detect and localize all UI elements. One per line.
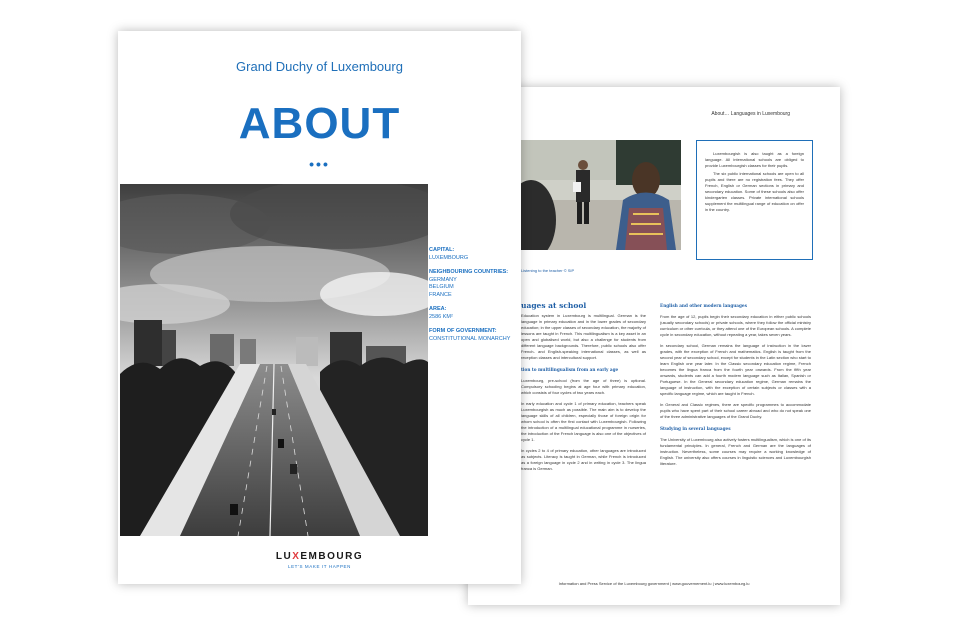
fact-value: LUXEMBOURG: [429, 254, 469, 261]
body-paragraph: In early education and cycle 1 of primary education, teachers speak Luxembourgish as much as possible. The main aim is to develop the language skills of all children, especially those of foreign origin for whom school is often the first contact with Luxembourgish. Following the introduction of a multilingual educational programme in nurseries, the introduction of the French language is also one of the objectives of cycle 1.: [521, 401, 646, 442]
fact-capital: [429, 247, 517, 262]
brand-wordmark: [118, 551, 521, 562]
fact-government: [429, 328, 517, 343]
right-column: [660, 297, 811, 472]
luxembourg-brand-logo: [118, 551, 521, 569]
fact-label: NEIGHBOURING COUNTRIES:: [429, 269, 509, 275]
classroom-photo: [521, 140, 681, 250]
highway-city-photo: [120, 184, 428, 536]
left-column: [521, 313, 646, 477]
brand-pre: LU: [275, 551, 293, 562]
body-paragraph: In General and Classic regimes, there are specific programmes to accommodate pupils who have spent part of their school career abroad and who do not speak one of the three administrative languages of the Grand Duchy.: [660, 402, 811, 419]
cover-subtitle: Grand Duchy of Luxembourg: [236, 59, 403, 74]
fact-area: [429, 306, 517, 321]
brand-tagline: LET'S MAKE IT HAPPEN: [287, 564, 352, 569]
fact-label: AREA:: [429, 306, 447, 312]
fact-value: CONSTITUTIONAL MONARCHY: [429, 335, 511, 342]
body-paragraph: From the age of 12, pupils begin their secondary education in either public schools (usually secondary schools) or private schools, where they follow the official ministry curriculum or other curricula, or they attend one of the European schools. A complete cycle in secondary education, without repeating a year, takes seven years.: [660, 314, 811, 337]
inner-page: [468, 87, 840, 605]
cover-title: ABOUT: [238, 99, 401, 148]
body-paragraph: Luxembourg, pre-school (from the age of three) is optional. Compulsory schooling begins at age four with primary education, which consists of four cycles of two years each.: [521, 378, 646, 395]
fact-neighbours: [429, 269, 517, 299]
body-paragraph: Education system in Luxembourg is multilingual. German is the language in primary education and in the lower grades of secondary education; in the upper classes of secondary education, the majority of lessons are taught in French. This multilingualism is a key asset in an open and globalised world, but also a challenge for students from different language backgrounds. Therefore, public schools also offer French- and English-speaking international classes, as well as reception classes and intercultural support.: [521, 313, 646, 360]
fact-value: GERMANY: [429, 276, 457, 283]
brand-post: EMBOURG: [300, 551, 364, 562]
photo-caption: Listening to the teacher © SIP: [521, 268, 575, 273]
country-facts: [429, 247, 517, 350]
fact-value: BELGIUM: [429, 284, 454, 290]
running-head: About… Languages in Luxembourg: [711, 111, 790, 117]
body-paragraph: In secondary school, German remains the language of instruction in the lower grades, with the exception of French and mathematics. English is taught from the second year of secondary school, except for students in the Latin section who start to learn English one year later. In the Classic secondary education regime, French becomes the lingua franca from the fourth year onwards. From the fifth year onwards, students can add a fourth modern language such as Italian, Spanish or Portuguese. In the General secondary education regime, German remains the language of instruction, with the exception of certain subjects or classes with a specific language regime, which are taught in French.: [660, 343, 811, 396]
page-footer: Information and Press Service of the Luxembourg government | www.gouvernement.lu | www.luxembourg.lu: [558, 581, 750, 586]
sidebar-paragraph: Luxembourgish is also taught as a foreign language. All international schools are obliged to provide Luxembourgish classes for their pupils.: [705, 151, 804, 168]
cover-page: [118, 31, 521, 584]
fact-label: FORM OF GOVERNMENT:: [429, 328, 497, 334]
fact-label: CAPITAL:: [429, 247, 455, 253]
subheading: Studying in several languages: [660, 426, 731, 431]
brand-x-mark: X: [292, 551, 301, 562]
body-paragraph: The University of Luxembourg also actively fosters multilingualism, which is one of its fundamental principles. In general, French and German are the languages of instruction. Nevertheless, some courses may require a working knowledge of English. The university also offers courses in linguistic sciences and Luxembourgish literature.: [660, 437, 811, 466]
fact-value: 2586 KM²: [429, 313, 453, 320]
body-paragraph: In cycles 2 to 4 of primary education, other languages are introduced as subjects. Literacy is taught in German, while French is introduced as a foreign language in cycle 2 and in writing in cycle 3. The lingua franca is German.: [521, 448, 646, 471]
subheading: English and other modern languages: [660, 303, 747, 308]
subheading: tion to multilingualism from an early age: [521, 367, 619, 372]
section-title: uages at school: [521, 301, 587, 310]
fact-value: FRANCE: [429, 291, 452, 298]
ellipsis-dots: •••: [309, 156, 330, 172]
sidebar-box: [696, 140, 813, 260]
sidebar-paragraph: The six public international schools are open to all pupils and there are no registration fees. They offer French, English or German sections in primary and secondary education. Some of these schools also offer kindergarten classes. Private international schools supplement the multilingual range of education on offer in the country.: [705, 171, 804, 212]
